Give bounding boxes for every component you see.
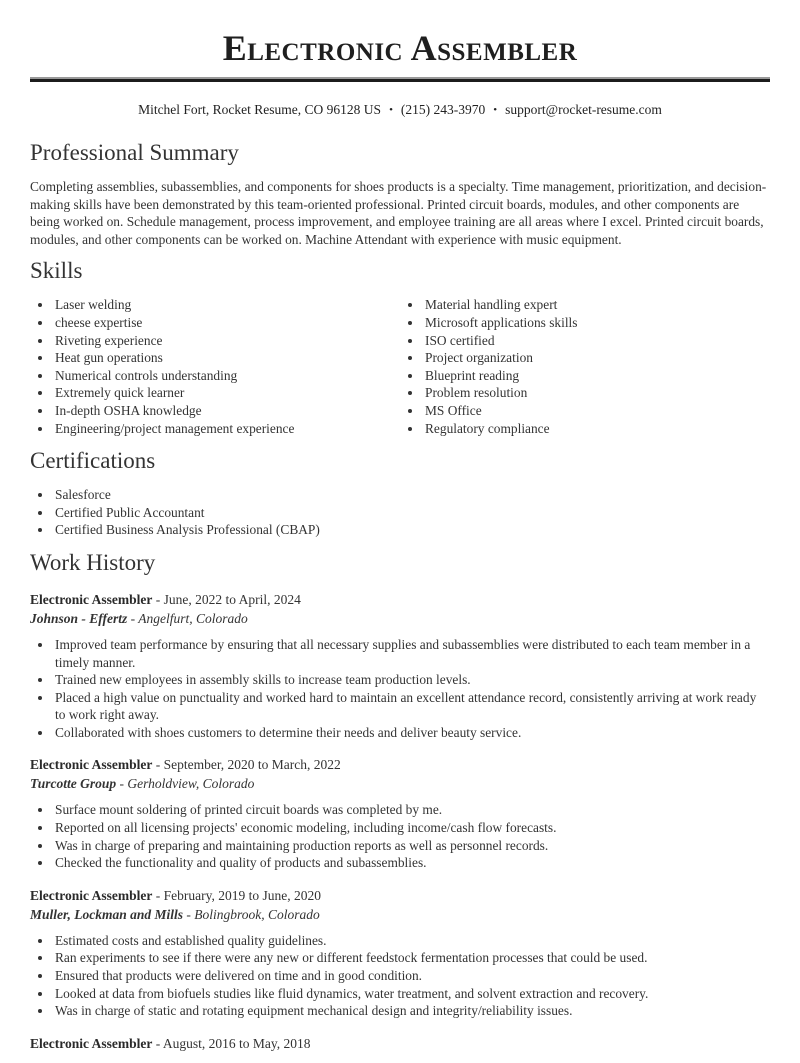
work-history-jobs: [30, 590, 770, 1053]
job-company: Turcotte Group: [30, 776, 117, 792]
job-entry: [30, 590, 770, 742]
contact-line: [30, 101, 770, 119]
job-bullet: • Was in charge of static and rotating equipment mechanical design and integrity/reliability issues.: [53, 1002, 770, 1020]
certification-item: • Certified Business Analysis Professional (CBAP): [53, 521, 770, 539]
job-company-line: Johnson - Effertz - Angelfurt, Colorado: [30, 610, 248, 626]
skill-item: • Numerical controls understanding: [53, 367, 400, 385]
certifications-list: [30, 486, 770, 539]
job-bullet-list: [30, 801, 770, 871]
job-title: Electronic Assembler: [30, 591, 153, 607]
job-bullet: • Reported on all licensing projects' economic modeling, including income/cash flow forecasts.: [53, 819, 770, 837]
skill-item: • MS Office: [423, 402, 770, 420]
job-entry: [30, 755, 770, 871]
job-bullet: • Trained new employees in assembly skills to increase team production levels.: [53, 671, 770, 689]
skills-list-right: [400, 296, 770, 437]
job-title: Electronic Assembler: [30, 887, 153, 903]
certification-item: • Certified Public Accountant: [53, 504, 770, 522]
contact-separator-dot: •: [493, 104, 498, 116]
job-bullet: • Collaborated with shoes customers to determine their needs and deliver beauty service.: [53, 724, 770, 742]
job-title-line: Electronic Assembler - February, 2019 to June, 2020: [30, 887, 321, 903]
job-bullet: • Improved team performance by ensuring that all necessary supplies and subassemblies were distributed to each team member in a timely manner.: [53, 636, 770, 671]
section-heading-skills: Skills: [30, 258, 83, 284]
job-bullet: • Was in charge of preparing and maintaining production reports as well as personnel records.: [53, 837, 770, 855]
job-bullet: • Estimated costs and established quality guidelines.: [53, 932, 770, 950]
skill-item: • cheese expertise: [53, 314, 400, 332]
skill-item: • Material handling expert: [423, 296, 770, 314]
job-title-line: Electronic Assembler - August, 2016 to May, 2018: [30, 1035, 311, 1051]
skill-item: • Blueprint reading: [423, 367, 770, 385]
certification-item: • Salesforce: [53, 486, 770, 504]
contact-address: Mitchel Fort, Rocket Resume, CO 96128 US: [138, 102, 382, 117]
summary-paragraph: Completing assemblies, subassemblies, and components for shoes products is a specialty. Time management, prioritization, and decision-making skills have been demonstrated by this team-oriented professional. Printed circuit boards, modules, and other components are being worked on. Schedule management, process improvement, and employee training are all areas where I excel. Printed circuit boards, modules, and other components can be worked on. Machine Attendant with experience with music equipment.: [30, 179, 767, 247]
job-bullet: • Surface mount soldering of printed circuit boards was completed by me.: [53, 801, 770, 819]
job-title: Electronic Assembler: [30, 1035, 153, 1051]
skill-item: • Laser welding: [53, 296, 400, 314]
skills-list-left: [30, 296, 400, 437]
skill-item: • Microsoft applications skills: [423, 314, 770, 332]
contact-phone: (215) 243-3970: [400, 102, 486, 117]
skills-columns: [30, 296, 770, 437]
resume-page: [0, 28, 800, 1063]
skill-item: • In-depth OSHA knowledge: [53, 402, 400, 420]
job-bullet-list: [30, 932, 770, 1020]
job-bullet: • Checked the functionality and quality of products and subassemblies.: [53, 854, 770, 872]
job-bullet: • Placed a high value on punctuality and worked hard to maintain an excellent attendance record, consistently arriving at work ready to work right away.: [53, 689, 770, 724]
skill-item: • Regulatory compliance: [423, 420, 770, 438]
skill-item: • Engineering/project management experience: [53, 420, 400, 438]
job-bullet: • Ran experiments to see if there were any new or different feedstock fermentation processes that could be used.: [53, 949, 770, 967]
job-company: Johnson - Effertz: [30, 610, 128, 626]
job-title-line: Electronic Assembler - June, 2022 to April, 2024: [30, 591, 301, 607]
skill-item: • Problem resolution: [423, 384, 770, 402]
skill-item: • Heat gun operations: [53, 349, 400, 367]
job-company-line: Turcotte Group - Gerholdview, Colorado: [30, 776, 255, 792]
skill-item: • Riveting experience: [53, 332, 400, 350]
contact-email: support@rocket-resume.com: [505, 102, 662, 117]
page-title: Electronic Assembler: [222, 28, 578, 68]
job-entry: [30, 1034, 770, 1053]
header-divider: [30, 77, 770, 82]
job-title: Electronic Assembler: [30, 757, 153, 773]
job-bullet: • Looked at data from biofuels studies like fluid dynamics, water treatment, and solvent extraction and recovery.: [53, 985, 770, 1003]
skill-item: • Extremely quick learner: [53, 384, 400, 402]
skill-item: • ISO certified: [423, 332, 770, 350]
job-company: Muller, Lockman and Mills: [30, 906, 184, 922]
section-heading-certifications: Certifications: [30, 448, 156, 474]
section-heading-work-history: Work History: [30, 549, 156, 575]
job-title-line: Electronic Assembler - September, 2020 to March, 2022: [30, 757, 341, 773]
section-heading-summary: Professional Summary: [30, 140, 239, 165]
contact-separator-dot: •: [389, 104, 393, 116]
job-bullet: • Ensured that products were delivered on time and in good condition.: [53, 967, 770, 985]
job-bullet-list: [30, 636, 770, 742]
skill-item: • Project organization: [423, 349, 770, 367]
job-company-line: Muller, Lockman and Mills - Bolingbrook, Colorado: [30, 906, 320, 922]
job-entry: [30, 886, 770, 1020]
